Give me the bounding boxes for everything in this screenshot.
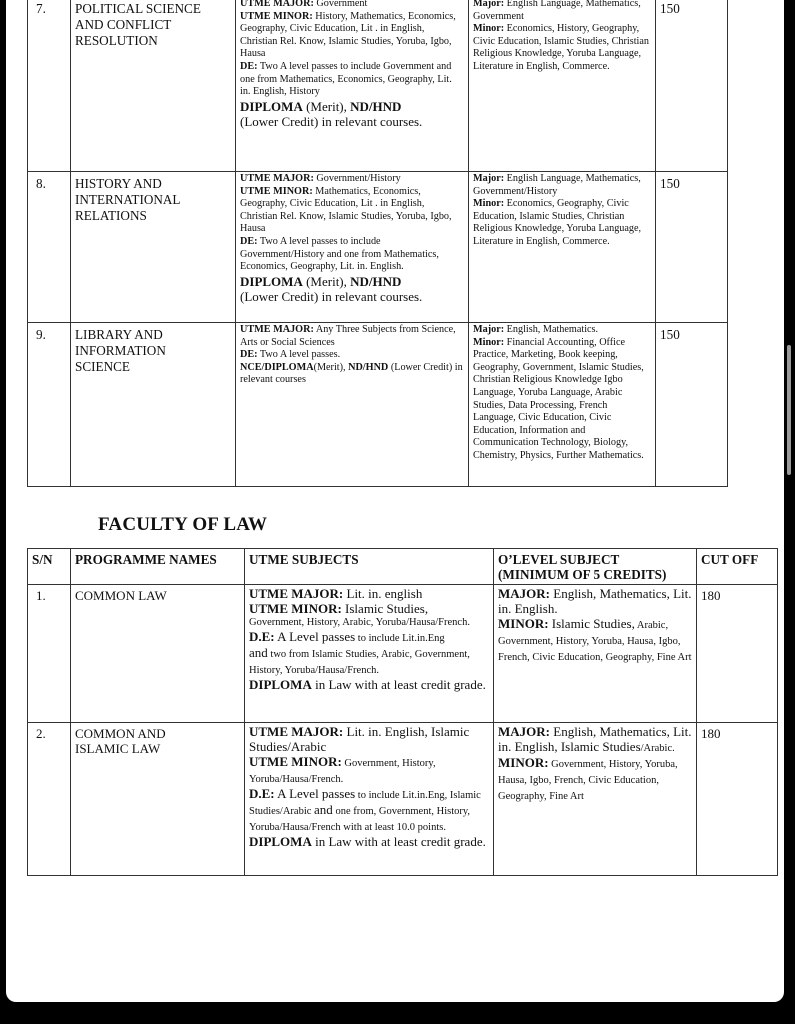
table-row (28, 323, 728, 487)
olevel-subjects: Major: English Language, Mathematics, Government Minor: Economics, History, Geography, Civic Education, Islamic Studies, Christian Religious Knowledge, Yoruba Language, Literature in English, Commerce. (469, 0, 656, 172)
faculty-heading: FACULTY OF LAW (98, 514, 268, 535)
programme-name: COMMON LAW (71, 585, 245, 723)
utme-subjects: UTME MAJOR: Government UTME MINOR: History, Mathematics, Economics, Geography, Civic Education, Lit . in English, Christian Rel. Know, Islamic Studies, Yoruba, Igbo, Hausa DE: Two A level passes to include Government and one from Mathematics, Economics, Geography, Lit. in. English, History DIPLOMA (Merit), ND/HND (Lower Credit) in relevant courses. (236, 0, 469, 172)
utme-subjects: UTME MAJOR: Government/History UTME MINOR: Mathematics, Economics, Geography, Civic Education, Lit . in English, Christian Rel. Know, Islamic Studies, Yoruba, Igbo, Hausa DE: Two A level passes to include Government/History and one from Mathematics, Economics, Geography, Lit. in. English. DIPLOMA (Merit), ND/HND (Lower Credit) in relevant courses. (236, 172, 469, 323)
programme-name: COMMON AND ISLAMIC LAW (71, 723, 245, 876)
table-row (28, 172, 728, 323)
programme-name: LIBRARY AND INFORMATION SCIENCE (71, 323, 236, 487)
utme-subjects: UTME MAJOR: Any Three Subjects from Science, Arts or Social Sciences DE: Two A level passes. NCE/DIPLOMA(Merit), ND/HND (Lower Credit) in relevant courses (236, 323, 469, 487)
row-sn: 2. (28, 723, 71, 876)
table-row (28, 585, 778, 723)
utme-subjects: UTME MAJOR: Lit. in. English, Islamic Studies/Arabic UTME MINOR: Government, History, Yoruba/Hausa/French. D.E: A Level passes to include Lit.in.Eng, Islamic Studies/Arabic and one from, Government, History, Yoruba/Hausa/French with at least 10.0 points. DIPLOMA in Law with at least credit grade. (245, 723, 494, 876)
programmes-table-continued (27, 0, 728, 487)
table-row (28, 723, 778, 876)
cut-off: 180 (697, 723, 778, 876)
table-row (28, 0, 728, 172)
programme-name: HISTORY AND INTERNATIONAL RELATIONS (71, 172, 236, 323)
table-header-row (28, 549, 778, 585)
scrollbar[interactable] (787, 345, 791, 475)
cut-off: 150 (656, 0, 728, 172)
programme-name: POLITICAL SCIENCE AND CONFLICT RESOLUTION (71, 0, 236, 172)
header-cutoff: CUT OFF (697, 549, 778, 585)
header-programme: PROGRAMME NAMES (71, 549, 245, 585)
header-sn: S/N (28, 549, 71, 585)
row-sn: 7. (28, 0, 71, 172)
document-page (6, 0, 784, 1002)
row-sn: 9. (28, 323, 71, 487)
row-sn: 8. (28, 172, 71, 323)
faculty-of-law-table (27, 548, 778, 876)
cut-off: 150 (656, 323, 728, 487)
cut-off: 150 (656, 172, 728, 323)
cut-off: 180 (697, 585, 778, 723)
olevel-subjects: MAJOR: English, Mathematics, Lit. in. English, Islamic Studies/Arabic. MINOR: Government, History, Yoruba, Hausa, Igbo, French, Civic Education, Geography, Fine Art (494, 723, 697, 876)
olevel-subjects: MAJOR: English, Mathematics, Lit. in. English. MINOR: Islamic Studies, Arabic, Government, History, Yoruba, Hausa, Igbo, French, Civic Education, Geography, Fine Art (494, 585, 697, 723)
header-olevel: O’LEVEL SUBJECT (MINIMUM OF 5 CREDITS) (494, 549, 697, 585)
olevel-subjects: Major: English, Mathematics. Minor: Financial Accounting, Office Practice, Marketing, Book keeping, Geography, Government, Islamic Studies, Christian Religious Knowledge Igbo Language, Yoruba Language, Arabic Studies, Data Processing, French Language, Civic Education, Civic Education, Information and Communication Technology, Biology, Chemistry, Physics, Further Mathematics. (469, 323, 656, 487)
olevel-subjects: Major: English Language, Mathematics, Government/History Minor: Economics, Geography, Civic Education, Islamic Studies, Christian Religious Knowledge, Yoruba Language, Literature in English, Commerce. (469, 172, 656, 323)
row-sn: 1. (28, 585, 71, 723)
header-utme: UTME SUBJECTS (245, 549, 494, 585)
utme-subjects: UTME MAJOR: Lit. in. english UTME MINOR: Islamic Studies, Government, History, Arabic, Yoruba/Hausa/French. D.E: A Level passes to include Lit.in.Eng and two from Islamic Studies, Arabic, Government, History, Yoruba/Hausa/French. DIPLOMA in Law with at least credit grade. (245, 585, 494, 723)
